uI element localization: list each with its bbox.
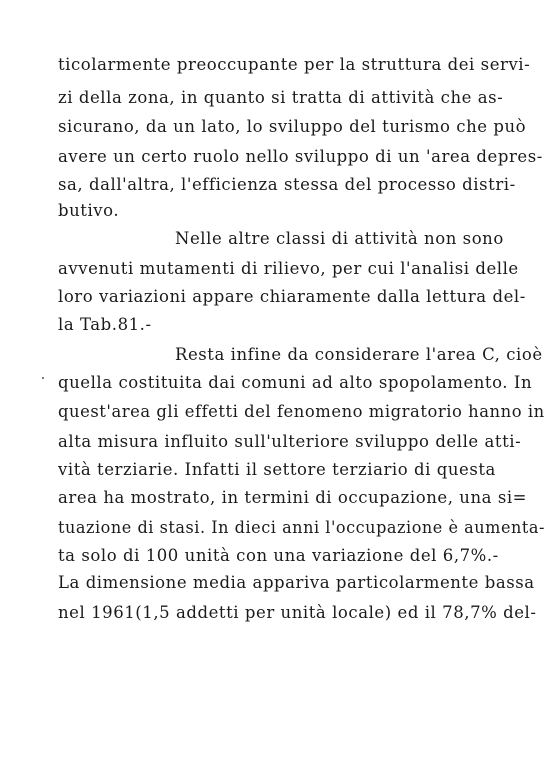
text-line: sa, dall'altra, l'efficienza stessa del processo distri- (58, 175, 516, 194)
text-line: area ha mostrato, in termini di occupazione, una si= (58, 488, 528, 507)
text-line: nel 1961(1,5 addetti per unità locale) ed il 78,7% del- (58, 603, 537, 622)
text-line: quest'area gli effetti del fenomeno migratorio hanno in (58, 402, 545, 421)
text-line: avere un certo ruolo nello sviluppo di un 'area depres- (58, 147, 543, 166)
text-line: la Tab.81.- (58, 315, 152, 334)
stray-mark (42, 377, 44, 379)
text-line: Nelle altre classi di attività non sono (175, 229, 504, 248)
text-line: quella costituita dai comuni ad alto spopolamento. In (58, 373, 533, 392)
text-line: vità terziarie. Infatti il settore terziario di questa (58, 460, 496, 479)
text-line: loro variazioni appare chiaramente dalla lettura del- (58, 287, 526, 306)
text-line: avvenuti mutamenti di rilievo, per cui l'analisi delle (58, 259, 519, 278)
text-line: sicurano, da un lato, lo sviluppo del turismo che può (58, 117, 527, 136)
text-line: La dimensione media appariva particolarmente bassa (58, 573, 535, 592)
text-line: zi della zona, in quanto si tratta di attività che as- (58, 88, 504, 107)
text-line: ticolarmente preoccupante per la struttura dei servi- (58, 55, 531, 74)
text-line: alta misura influito sull'ulteriore sviluppo delle atti- (58, 432, 522, 451)
text-line: butivo. (58, 201, 120, 220)
text-line: Resta infine da considerare l'area C, cioè (175, 345, 543, 364)
text-line: ta solo di 100 unità con una variazione del 6,7%.- (58, 546, 499, 565)
text-line: tuazione di stasi. In dieci anni l'occupazione è aumenta- (58, 518, 545, 537)
